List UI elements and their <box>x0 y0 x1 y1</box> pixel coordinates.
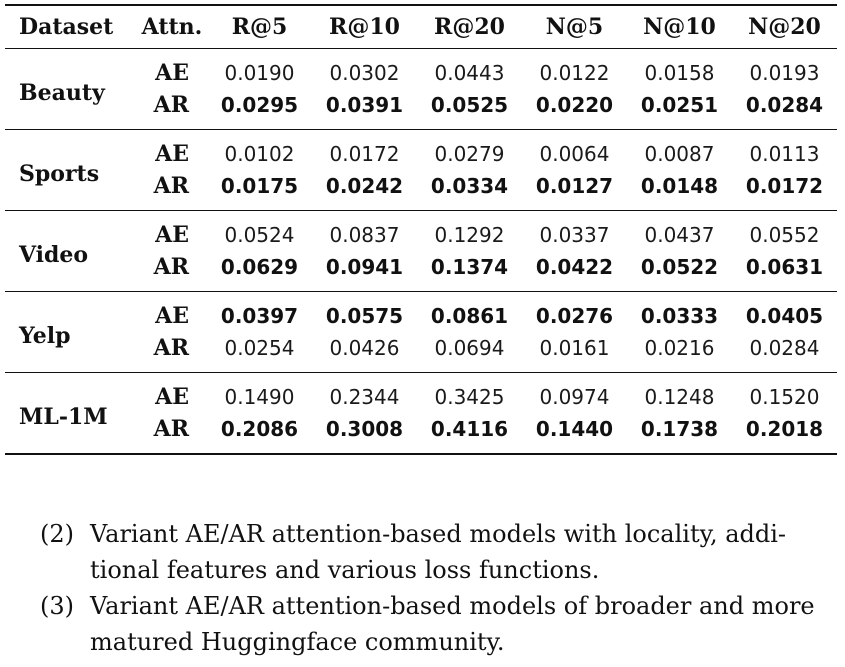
table-header-row <box>5 5 837 49</box>
value-cell: 0.0113 <box>749 142 820 166</box>
attn-label: AE <box>155 141 189 167</box>
attn-label: AE <box>155 60 189 86</box>
attn-label: AE <box>155 303 189 329</box>
list-item <box>40 588 845 660</box>
value-cell: 0.0276 <box>535 304 614 328</box>
header-n10: N@10 <box>643 14 716 40</box>
value-cell: 0.1248 <box>644 385 715 409</box>
value-cell: 0.0974 <box>539 385 610 409</box>
value-cell: 0.0522 <box>640 255 719 279</box>
header-n5: N@5 <box>545 14 604 40</box>
value-cell: 0.2344 <box>329 385 400 409</box>
value-cell: 0.0391 <box>325 93 404 117</box>
value-cell: 0.2086 <box>220 417 299 441</box>
attn-label: AE <box>155 222 189 248</box>
value-cell: 0.1490 <box>224 385 295 409</box>
list-text-line: Variant AE/AR attention-based models of broader and more <box>90 592 815 620</box>
header-dataset: Dataset <box>19 14 114 40</box>
value-cell: 0.0102 <box>224 142 295 166</box>
value-cell: 0.0861 <box>430 304 509 328</box>
value-cell: 0.1374 <box>430 255 509 279</box>
value-cell: 0.0087 <box>644 142 715 166</box>
dataset-name: Video <box>19 242 89 268</box>
value-cell: 0.1738 <box>640 417 719 441</box>
value-cell: 0.0295 <box>220 93 299 117</box>
value-cell: 0.0161 <box>539 336 610 360</box>
value-cell: 0.1292 <box>434 223 505 247</box>
value-cell: 0.0337 <box>539 223 610 247</box>
attn-label: AR <box>153 173 189 199</box>
group-ml-1m <box>5 373 837 455</box>
table-row <box>5 130 837 171</box>
value-cell: 0.3425 <box>434 385 505 409</box>
list-number: (3) <box>40 592 74 620</box>
list-text-line: matured Huggingface community. <box>90 628 505 656</box>
table-row <box>5 211 837 252</box>
header-r5: R@5 <box>231 14 288 40</box>
value-cell: 0.0193 <box>749 61 820 85</box>
value-cell: 0.0172 <box>745 174 824 198</box>
results-table <box>5 4 837 455</box>
value-cell: 0.0127 <box>535 174 614 198</box>
list-text-line: Variant AE/AR attention-based models with locality, addi- <box>90 520 787 548</box>
value-cell: 0.0122 <box>539 61 610 85</box>
value-cell: 0.0694 <box>434 336 505 360</box>
table-row <box>5 49 837 90</box>
value-cell: 0.0397 <box>220 304 299 328</box>
value-cell: 0.0216 <box>644 336 715 360</box>
value-cell: 0.0279 <box>434 142 505 166</box>
value-cell: 0.0175 <box>220 174 299 198</box>
group-yelp <box>5 292 837 373</box>
value-cell: 0.0422 <box>535 255 614 279</box>
value-cell: 0.0148 <box>640 174 719 198</box>
attn-label: AR <box>153 335 189 361</box>
value-cell: 0.0525 <box>430 93 509 117</box>
value-cell: 0.0302 <box>329 61 400 85</box>
attn-label: AR <box>153 254 189 280</box>
dataset-name: ML-1M <box>19 404 108 430</box>
value-cell: 0.0284 <box>745 93 824 117</box>
dataset-name: Sports <box>19 161 100 187</box>
group-video <box>5 211 837 292</box>
value-cell: 0.0251 <box>640 93 719 117</box>
value-cell: 0.0443 <box>434 61 505 85</box>
value-cell: 0.0158 <box>644 61 715 85</box>
enumerated-list <box>40 516 845 660</box>
value-cell: 0.0334 <box>430 174 509 198</box>
attn-label: AR <box>153 92 189 118</box>
value-cell: 0.4116 <box>430 417 509 441</box>
value-cell: 0.0254 <box>224 336 295 360</box>
value-cell: 0.0405 <box>745 304 824 328</box>
value-cell: 0.0064 <box>539 142 610 166</box>
table-row <box>5 373 837 414</box>
list-text-line: tional features and various loss functions. <box>90 556 600 584</box>
dataset-name: Beauty <box>19 80 105 106</box>
value-cell: 0.0426 <box>329 336 400 360</box>
value-cell: 0.0631 <box>745 255 824 279</box>
value-cell: 0.0941 <box>325 255 404 279</box>
table-row <box>5 292 837 333</box>
value-cell: 0.0629 <box>220 255 299 279</box>
header-r10: R@10 <box>329 14 400 40</box>
value-cell: 0.0190 <box>224 61 295 85</box>
value-cell: 0.0242 <box>325 174 404 198</box>
group-sports <box>5 130 837 211</box>
value-cell: 0.0333 <box>640 304 719 328</box>
value-cell: 0.0220 <box>535 93 614 117</box>
value-cell: 0.0837 <box>329 223 400 247</box>
header-r20: R@20 <box>434 14 505 40</box>
value-cell: 0.0552 <box>749 223 820 247</box>
attn-label: AR <box>153 416 189 442</box>
value-cell: 0.0437 <box>644 223 715 247</box>
attn-label: AE <box>155 384 189 410</box>
value-cell: 0.0524 <box>224 223 295 247</box>
value-cell: 0.1440 <box>535 417 614 441</box>
list-item <box>40 516 845 588</box>
value-cell: 0.2018 <box>745 417 824 441</box>
value-cell: 0.0284 <box>749 336 820 360</box>
dataset-name: Yelp <box>19 323 71 349</box>
group-beauty <box>5 49 837 130</box>
value-cell: 0.0172 <box>329 142 400 166</box>
value-cell: 0.1520 <box>749 385 820 409</box>
header-attn: Attn. <box>141 14 203 40</box>
list-number: (2) <box>40 520 74 548</box>
value-cell: 0.0575 <box>325 304 404 328</box>
header-n20: N@20 <box>748 14 821 40</box>
value-cell: 0.3008 <box>325 417 404 441</box>
